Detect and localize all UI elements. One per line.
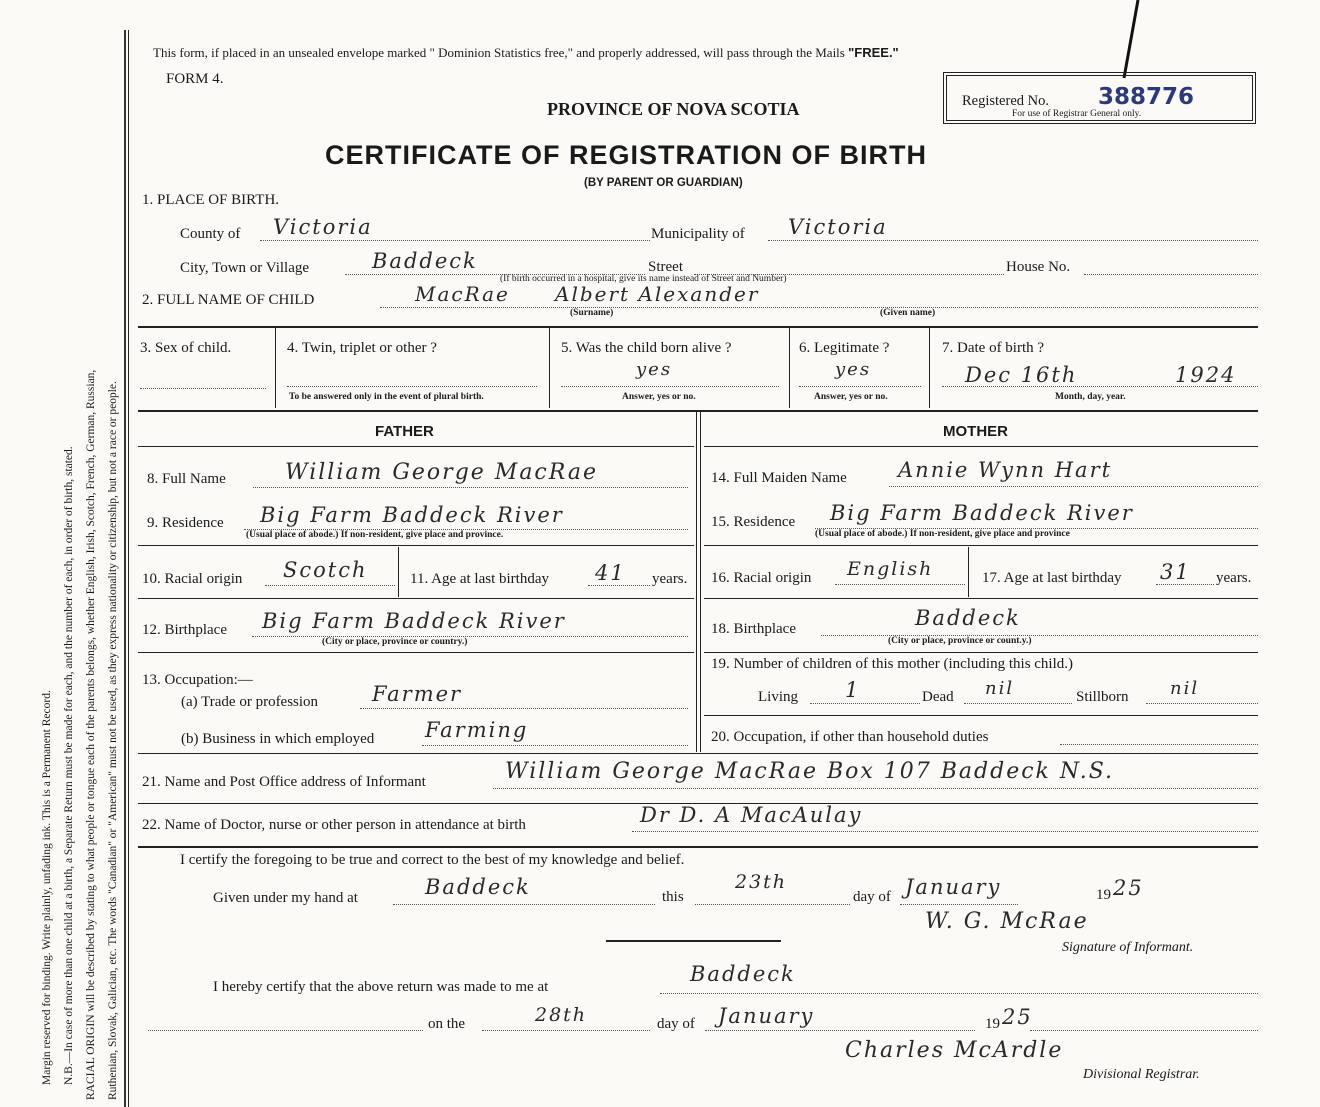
divider <box>606 940 781 942</box>
stillborn-label: Stillborn <box>1076 689 1129 705</box>
child-surname-field[interactable]: MacRae <box>415 282 510 306</box>
on-the-day-field[interactable]: 28th <box>535 1004 588 1026</box>
registrar-month-field[interactable]: January <box>718 1004 815 1028</box>
house-label: House No. <box>1006 259 1071 275</box>
legit-label: 6. Legitimate ? <box>799 340 890 356</box>
mother-age-label: 17. Age at last birthday <box>982 570 1122 586</box>
street-note: (If birth occurred in a hospital, give its name instead of Street and Number) <box>500 274 787 284</box>
this-label: this <box>662 889 684 905</box>
registrar-place-field[interactable]: Baddeck <box>690 962 796 986</box>
mother-birthplace-field[interactable]: Baddeck <box>915 606 1021 630</box>
legit-field[interactable]: yes <box>835 359 872 380</box>
margin-note-4: Ruthenian, Slovak, Galician, etc. The words "Canadian" or "American" must not be used, as they express nationality or citizenship, but not a race or people. <box>107 381 119 1100</box>
municipality-label: Municipality of <box>651 226 745 242</box>
year-printed: 19 <box>1096 887 1111 903</box>
binding-line <box>124 30 126 1107</box>
mail-notice <box>153 46 899 59</box>
mother-name-field[interactable]: Annie Wynn Hart <box>898 458 1113 482</box>
father-birthplace-label: 12. Birthplace <box>142 622 227 638</box>
date-field[interactable]: Dec 16th <box>965 363 1078 387</box>
alive-field[interactable]: yes <box>636 359 673 380</box>
doctor-field[interactable]: Dr D. A MacAulay <box>640 803 863 827</box>
surname-caption: (Surname) <box>570 308 614 318</box>
father-residence-field[interactable]: Big Farm Baddeck River <box>260 503 564 527</box>
mother-racial-label: 16. Racial origin <box>711 570 812 586</box>
legit-caption: Answer, yes or no. <box>814 392 888 402</box>
municipality-field[interactable]: Victoria <box>788 215 888 239</box>
father-business-label: (b) Business in which employed <box>181 731 375 747</box>
alive-label: 5. Was the child born alive ? <box>561 340 732 356</box>
registrar-day-of-label: day of <box>657 1016 695 1032</box>
county-field[interactable]: Victoria <box>273 215 373 239</box>
certificate-title: CERTIFICATE OF REGISTRATION OF BIRTH <box>325 140 927 170</box>
mother-racial-field[interactable]: English <box>847 558 934 580</box>
on-the-label: on the <box>428 1016 466 1032</box>
father-birthplace-field[interactable]: Big Farm Baddeck River <box>262 609 566 633</box>
city-field[interactable]: Baddeck <box>372 249 478 273</box>
informant-label: 21. Name and Post Office address of Informant <box>142 774 426 790</box>
day-of-label: day of <box>853 889 891 905</box>
mother-age-unit: years. <box>1216 570 1252 586</box>
registered-box <box>943 72 1256 124</box>
given-caption: (Given name) <box>880 308 936 318</box>
father-occupation-label: 13. Occupation:— <box>142 672 253 688</box>
form-number: FORM 4. <box>166 71 224 87</box>
mail-free-text: "FREE." <box>848 45 899 60</box>
this-day-field[interactable]: 23th <box>735 871 788 893</box>
place-of-birth-label: 1. PLACE OF BIRTH. <box>142 192 280 208</box>
father-name-field[interactable]: William George MacRae <box>285 460 598 485</box>
informant-field[interactable]: William George MacRae Box 107 Baddeck N.S. <box>505 759 1114 784</box>
registrar-note: For use of Registrar General only. <box>1012 109 1142 119</box>
signature-caption: Signature of Informant. <box>1062 940 1194 955</box>
father-residence-caption-a: (Usual place of abode.) <box>246 530 339 540</box>
margin-note-2: N.B.—In case of more than one child at a birth, a Separate Return must be made for each, and the number of each, in order of birth, stated. <box>63 446 75 1085</box>
father-age-field[interactable]: 41 <box>595 561 626 585</box>
child-name-label: 2. FULL NAME OF CHILD <box>142 292 315 308</box>
stillborn-field[interactable]: nil <box>1170 678 1200 699</box>
child-given-field[interactable]: Albert Alexander <box>555 282 760 306</box>
street-label: Street <box>648 259 683 275</box>
living-label: Living <box>758 689 798 705</box>
margin-note-3: RACIAL ORIGIN will be described by stating to what people or tongue each of the parents belongs, whether English, Irish, Scotch, French, German, Russian, <box>85 369 97 1100</box>
father-residence-label: 9. Residence <box>147 515 224 531</box>
father-age-unit: years. <box>652 571 688 587</box>
mother-birthplace-caption: (City or place, province or count.y.) <box>888 636 1032 646</box>
mother-name-label: 14. Full Maiden Name <box>711 470 847 486</box>
mother-children-label: 19. Number of children of this mother (including this child.) <box>711 656 1074 672</box>
certify-statement: I certify the foregoing to be true and correct to the best of my knowledge and belief. <box>180 852 685 868</box>
given-place-field[interactable]: Baddeck <box>425 875 531 899</box>
date-caption: Month, day, year. <box>1055 392 1126 402</box>
registrar-year-printed: 19 <box>985 1016 1000 1032</box>
informant-signature: W. G. McRae <box>925 909 1089 934</box>
father-heading: FATHER <box>375 423 434 440</box>
father-birthplace-caption: (City or place, province or country.) <box>322 637 468 647</box>
registered-label: Registered No. <box>962 93 1049 109</box>
mother-birthplace-label: 18. Birthplace <box>711 621 796 637</box>
registrar-caption: Divisional Registrar. <box>1083 1067 1200 1082</box>
mother-occupation-label: 20. Occupation, if other than household duties <box>711 729 989 745</box>
mother-residence-caption-a: (Usual place of abode.) <box>815 529 908 539</box>
dead-label: Dead <box>922 689 954 705</box>
father-trade-field[interactable]: Farmer <box>372 682 463 706</box>
county-label: County of <box>180 226 241 242</box>
month-field[interactable]: January <box>905 875 1002 899</box>
twin-label: 4. Twin, triplet or other ? <box>287 340 437 356</box>
sex-label: 3. Sex of child. <box>140 340 232 356</box>
father-age-label: 11. Age at last birthday <box>410 571 549 587</box>
registrar-signature: Charles McArdle <box>845 1038 1064 1063</box>
mother-residence-label: 15. Residence <box>711 514 796 530</box>
province-heading: PROVINCE OF NOVA SCOTIA <box>547 99 800 119</box>
father-residence-caption-b: If non-resident, give place and province. <box>340 530 504 540</box>
doctor-label: 22. Name of Doctor, nurse or other person in attendance at birth <box>142 817 526 833</box>
father-racial-label: 10. Racial origin <box>142 571 243 587</box>
registrar-year-field[interactable]: 25 <box>1002 1005 1033 1029</box>
certificate-subtitle: (BY PARENT OR GUARDIAN) <box>584 177 743 189</box>
mother-residence-field[interactable]: Big Farm Baddeck River <box>830 501 1134 525</box>
father-name-label: 8. Full Name <box>147 471 226 487</box>
given-label: Given under my hand at <box>213 890 358 906</box>
registered-number: 388776 <box>1098 84 1195 110</box>
city-label: City, Town or Village <box>180 260 310 276</box>
mother-age-field[interactable]: 31 <box>1160 560 1191 584</box>
pen-stroke <box>1118 0 1140 80</box>
margin-notes <box>0 0 132 1107</box>
mail-notice-text: This form, if placed in an unsealed envelope marked " Dominion Statistics free," and properly addressed, will pass through the Mails <box>153 45 845 60</box>
date-label: 7. Date of birth ? <box>942 340 1045 356</box>
father-trade-label: (a) Trade or profession <box>181 694 319 710</box>
margin-note-1: Margin reserved for binding. Write plainly, unfading ink. This is a Permanent Record. <box>41 690 53 1085</box>
binding-line-inner <box>128 30 129 1107</box>
year-field[interactable]: 1924 <box>1175 363 1237 387</box>
registrar-statement: I hereby certify that the above return was made to me at <box>213 979 549 995</box>
father-business-field[interactable]: Farming <box>425 718 529 742</box>
mother-heading: MOTHER <box>943 423 1008 440</box>
year-value-field[interactable]: 25 <box>1113 876 1144 900</box>
mother-residence-caption-b: If non-resident, give place and province <box>909 529 1070 539</box>
dead-field[interactable]: nil <box>985 678 1015 699</box>
twin-caption: To be answered only in the event of plural birth. <box>289 392 484 402</box>
alive-caption: Answer, yes or no. <box>622 392 696 402</box>
living-field[interactable]: 1 <box>845 678 861 702</box>
father-racial-field[interactable]: Scotch <box>283 558 368 582</box>
